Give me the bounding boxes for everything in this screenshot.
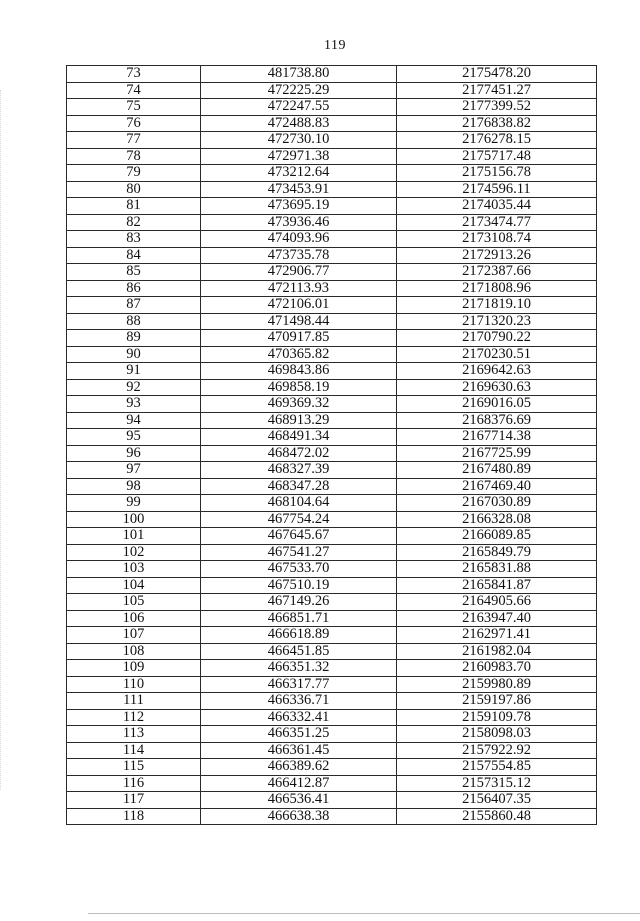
point-number-cell: 90 [67, 346, 201, 363]
point-number-cell: 116 [67, 775, 201, 792]
table-row [67, 66, 597, 83]
x-coordinate-cell: 466851.71 [201, 610, 397, 627]
x-coordinate-cell: 467510.19 [201, 577, 397, 594]
x-coordinate-cell: 469858.19 [201, 379, 397, 396]
x-coordinate-cell: 470917.85 [201, 330, 397, 347]
point-number-cell: 98 [67, 478, 201, 495]
scan-edge-mark [0, 90, 2, 790]
point-number-cell: 105 [67, 594, 201, 611]
point-number-cell: 74 [67, 82, 201, 99]
y-coordinate-cell: 2167480.89 [397, 462, 597, 479]
scan-bottom-line [88, 913, 640, 914]
y-coordinate-cell: 2156407.35 [397, 792, 597, 809]
point-number-cell: 73 [67, 66, 201, 83]
table-row [67, 594, 597, 611]
point-number-cell: 103 [67, 561, 201, 578]
x-coordinate-cell: 468472.02 [201, 445, 397, 462]
point-number-cell: 86 [67, 280, 201, 297]
x-coordinate-cell: 470365.82 [201, 346, 397, 363]
table-row [67, 280, 597, 297]
y-coordinate-cell: 2167725.99 [397, 445, 597, 462]
point-number-cell: 118 [67, 808, 201, 825]
x-coordinate-cell: 468491.34 [201, 429, 397, 446]
table-row [67, 709, 597, 726]
y-coordinate-cell: 2170790.22 [397, 330, 597, 347]
table-row [67, 495, 597, 512]
table-row [67, 214, 597, 231]
table-row [67, 198, 597, 215]
table-row [67, 445, 597, 462]
point-number-cell: 80 [67, 181, 201, 198]
y-coordinate-cell: 2157922.92 [397, 742, 597, 759]
x-coordinate-cell: 466618.89 [201, 627, 397, 644]
y-coordinate-cell: 2171819.10 [397, 297, 597, 314]
x-coordinate-cell: 472730.10 [201, 132, 397, 149]
table-row [67, 231, 597, 248]
table-row [67, 610, 597, 627]
point-number-cell: 110 [67, 676, 201, 693]
y-coordinate-cell: 2173108.74 [397, 231, 597, 248]
table-row [67, 726, 597, 743]
point-number-cell: 88 [67, 313, 201, 330]
point-number-cell: 76 [67, 115, 201, 132]
y-coordinate-cell: 2175478.20 [397, 66, 597, 83]
table-row [67, 742, 597, 759]
y-coordinate-cell: 2169642.63 [397, 363, 597, 380]
point-number-cell: 79 [67, 165, 201, 182]
x-coordinate-cell: 473735.78 [201, 247, 397, 264]
table-row [67, 99, 597, 116]
table-row [67, 412, 597, 429]
point-number-cell: 99 [67, 495, 201, 512]
table-row [67, 561, 597, 578]
y-coordinate-cell: 2174596.11 [397, 181, 597, 198]
y-coordinate-cell: 2167030.89 [397, 495, 597, 512]
point-number-cell: 112 [67, 709, 201, 726]
table-row [67, 247, 597, 264]
y-coordinate-cell: 2167469.40 [397, 478, 597, 495]
y-coordinate-cell: 2166089.85 [397, 528, 597, 545]
x-coordinate-cell: 473453.91 [201, 181, 397, 198]
x-coordinate-cell: 466412.87 [201, 775, 397, 792]
x-coordinate-cell: 466451.85 [201, 643, 397, 660]
y-coordinate-cell: 2176278.15 [397, 132, 597, 149]
point-number-cell: 85 [67, 264, 201, 281]
page-number: 119 [324, 38, 346, 53]
table-row [67, 429, 597, 446]
y-coordinate-cell: 2159109.78 [397, 709, 597, 726]
x-coordinate-cell: 471498.44 [201, 313, 397, 330]
point-number-cell: 107 [67, 627, 201, 644]
point-number-cell: 91 [67, 363, 201, 380]
x-coordinate-cell: 472247.55 [201, 99, 397, 116]
y-coordinate-cell: 2172387.66 [397, 264, 597, 281]
y-coordinate-cell: 2167714.38 [397, 429, 597, 446]
y-coordinate-cell: 2176838.82 [397, 115, 597, 132]
table-row [67, 478, 597, 495]
table-row [67, 660, 597, 677]
table-row [67, 115, 597, 132]
point-number-cell: 94 [67, 412, 201, 429]
point-number-cell: 89 [67, 330, 201, 347]
table-row [67, 462, 597, 479]
x-coordinate-cell: 473695.19 [201, 198, 397, 215]
x-coordinate-cell: 472113.93 [201, 280, 397, 297]
table-row [67, 511, 597, 528]
point-number-cell: 87 [67, 297, 201, 314]
x-coordinate-cell: 467754.24 [201, 511, 397, 528]
point-number-cell: 109 [67, 660, 201, 677]
x-coordinate-cell: 466638.38 [201, 808, 397, 825]
point-number-cell: 77 [67, 132, 201, 149]
y-coordinate-cell: 2165841.87 [397, 577, 597, 594]
x-coordinate-cell: 468104.64 [201, 495, 397, 512]
x-coordinate-cell: 466351.32 [201, 660, 397, 677]
y-coordinate-cell: 2177451.27 [397, 82, 597, 99]
x-coordinate-cell: 469843.86 [201, 363, 397, 380]
point-number-cell: 81 [67, 198, 201, 215]
table-row [67, 693, 597, 710]
point-number-cell: 117 [67, 792, 201, 809]
y-coordinate-cell: 2165831.88 [397, 561, 597, 578]
table-row [67, 363, 597, 380]
y-coordinate-cell: 2157554.85 [397, 759, 597, 776]
table-row [67, 148, 597, 165]
y-coordinate-cell: 2175156.78 [397, 165, 597, 182]
y-coordinate-cell: 2164905.66 [397, 594, 597, 611]
x-coordinate-cell: 469369.32 [201, 396, 397, 413]
table-row [67, 379, 597, 396]
table-row [67, 82, 597, 99]
table-row [67, 577, 597, 594]
point-number-cell: 111 [67, 693, 201, 710]
x-coordinate-cell: 467533.70 [201, 561, 397, 578]
y-coordinate-cell: 2163947.40 [397, 610, 597, 627]
point-number-cell: 78 [67, 148, 201, 165]
table-row [67, 396, 597, 413]
y-coordinate-cell: 2158098.03 [397, 726, 597, 743]
point-number-cell: 115 [67, 759, 201, 776]
table-row [67, 627, 597, 644]
table-row [67, 165, 597, 182]
point-number-cell: 113 [67, 726, 201, 743]
table-row [67, 330, 597, 347]
x-coordinate-cell: 466351.25 [201, 726, 397, 743]
y-coordinate-cell: 2173474.77 [397, 214, 597, 231]
x-coordinate-cell: 467645.67 [201, 528, 397, 545]
y-coordinate-cell: 2157315.12 [397, 775, 597, 792]
y-coordinate-cell: 2169630.63 [397, 379, 597, 396]
x-coordinate-cell: 466389.62 [201, 759, 397, 776]
coordinates-table [66, 65, 597, 825]
y-coordinate-cell: 2159980.89 [397, 676, 597, 693]
x-coordinate-cell: 468327.39 [201, 462, 397, 479]
table-row [67, 264, 597, 281]
x-coordinate-cell: 474093.96 [201, 231, 397, 248]
point-number-cell: 106 [67, 610, 201, 627]
x-coordinate-cell: 472225.29 [201, 82, 397, 99]
table-row [67, 643, 597, 660]
x-coordinate-cell: 481738.80 [201, 66, 397, 83]
point-number-cell: 100 [67, 511, 201, 528]
x-coordinate-cell: 468913.29 [201, 412, 397, 429]
y-coordinate-cell: 2171808.96 [397, 280, 597, 297]
x-coordinate-cell: 472971.38 [201, 148, 397, 165]
x-coordinate-cell: 466536.41 [201, 792, 397, 809]
y-coordinate-cell: 2168376.69 [397, 412, 597, 429]
table-row [67, 676, 597, 693]
x-coordinate-cell: 466361.45 [201, 742, 397, 759]
table-row [67, 132, 597, 149]
table-row [67, 297, 597, 314]
x-coordinate-cell: 472106.01 [201, 297, 397, 314]
table-row [67, 346, 597, 363]
point-number-cell: 102 [67, 544, 201, 561]
y-coordinate-cell: 2169016.05 [397, 396, 597, 413]
y-coordinate-cell: 2161982.04 [397, 643, 597, 660]
table-row [67, 544, 597, 561]
table-row [67, 528, 597, 545]
point-number-cell: 93 [67, 396, 201, 413]
x-coordinate-cell: 472906.77 [201, 264, 397, 281]
point-number-cell: 92 [67, 379, 201, 396]
point-number-cell: 84 [67, 247, 201, 264]
y-coordinate-cell: 2175717.48 [397, 148, 597, 165]
y-coordinate-cell: 2162971.41 [397, 627, 597, 644]
point-number-cell: 101 [67, 528, 201, 545]
x-coordinate-cell: 467149.26 [201, 594, 397, 611]
point-number-cell: 83 [67, 231, 201, 248]
x-coordinate-cell: 468347.28 [201, 478, 397, 495]
x-coordinate-cell: 473212.64 [201, 165, 397, 182]
point-number-cell: 95 [67, 429, 201, 446]
y-coordinate-cell: 2177399.52 [397, 99, 597, 116]
table-row [67, 181, 597, 198]
table-row [67, 792, 597, 809]
point-number-cell: 97 [67, 462, 201, 479]
x-coordinate-cell: 472488.83 [201, 115, 397, 132]
point-number-cell: 114 [67, 742, 201, 759]
x-coordinate-cell: 467541.27 [201, 544, 397, 561]
table-row [67, 808, 597, 825]
point-number-cell: 75 [67, 99, 201, 116]
y-coordinate-cell: 2166328.08 [397, 511, 597, 528]
y-coordinate-cell: 2160983.70 [397, 660, 597, 677]
y-coordinate-cell: 2170230.51 [397, 346, 597, 363]
point-number-cell: 96 [67, 445, 201, 462]
y-coordinate-cell: 2172913.26 [397, 247, 597, 264]
x-coordinate-cell: 466317.77 [201, 676, 397, 693]
table-row [67, 313, 597, 330]
x-coordinate-cell: 466336.71 [201, 693, 397, 710]
table-row [67, 775, 597, 792]
table-row [67, 759, 597, 776]
coordinates-table-body [67, 66, 597, 825]
point-number-cell: 82 [67, 214, 201, 231]
point-number-cell: 108 [67, 643, 201, 660]
y-coordinate-cell: 2165849.79 [397, 544, 597, 561]
y-coordinate-cell: 2174035.44 [397, 198, 597, 215]
x-coordinate-cell: 473936.46 [201, 214, 397, 231]
point-number-cell: 104 [67, 577, 201, 594]
y-coordinate-cell: 2159197.86 [397, 693, 597, 710]
x-coordinate-cell: 466332.41 [201, 709, 397, 726]
y-coordinate-cell: 2155860.48 [397, 808, 597, 825]
y-coordinate-cell: 2171320.23 [397, 313, 597, 330]
